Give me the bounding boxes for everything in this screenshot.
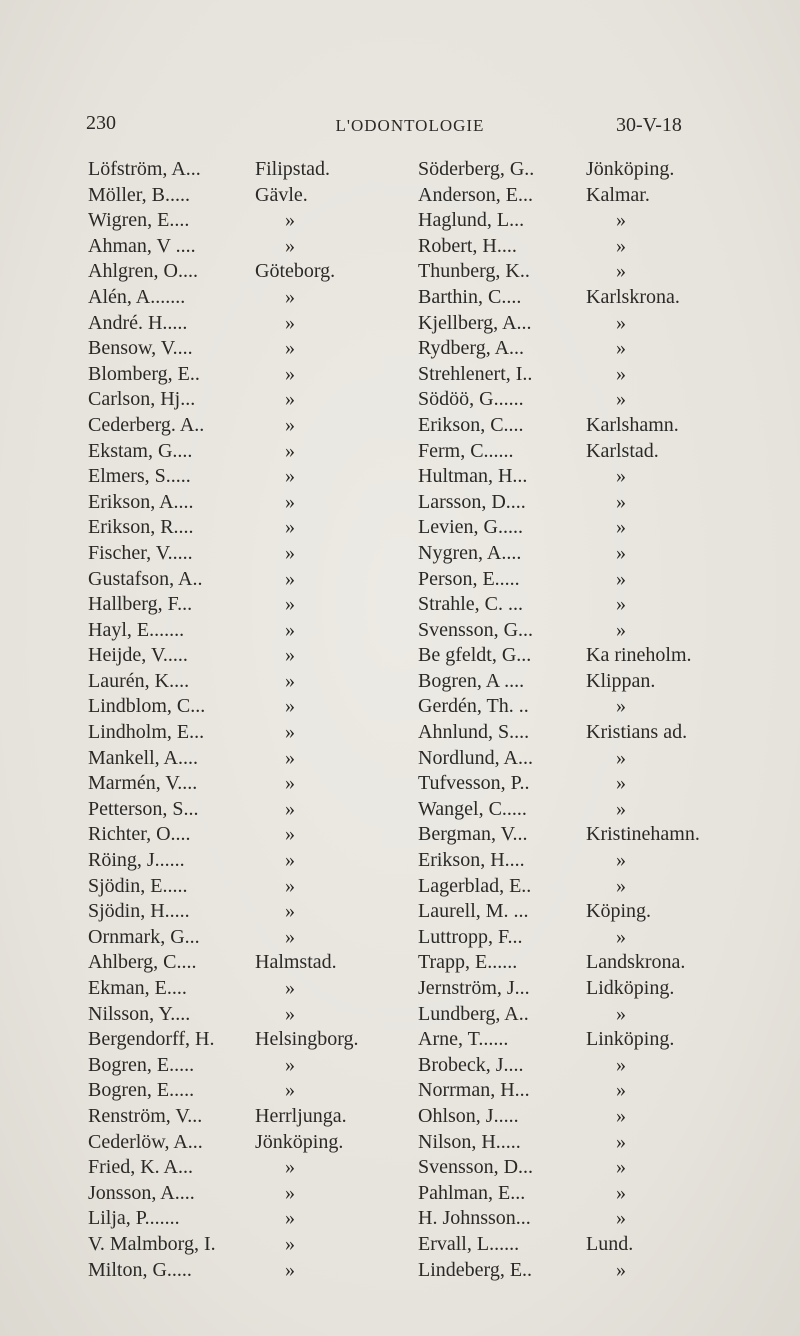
member-city: Jönköping. xyxy=(255,1130,344,1153)
list-item xyxy=(418,413,748,439)
member-name: Erikson, R.... xyxy=(88,516,194,539)
member-city: Jönköping. xyxy=(586,158,675,180)
member-city: » xyxy=(285,541,295,564)
member-city: » xyxy=(285,388,295,411)
list-item xyxy=(88,592,408,618)
member-city: » xyxy=(616,311,626,334)
member-name: Röing, J...... xyxy=(88,849,185,872)
list-item xyxy=(418,1258,748,1284)
list-item xyxy=(418,387,748,413)
member-city: Linköping. xyxy=(586,1028,675,1051)
list-item xyxy=(88,950,408,976)
member-name: Gustafson, A.. xyxy=(88,567,203,590)
member-city: » xyxy=(285,465,295,488)
member-name: Lindeberg, E.. xyxy=(418,1258,533,1281)
member-name: Bergman, V... xyxy=(418,823,528,846)
list-item xyxy=(418,1232,748,1258)
member-city: » xyxy=(616,772,626,795)
list-item xyxy=(88,720,408,746)
member-city: » xyxy=(285,772,295,795)
member-name: Erikson, H.... xyxy=(418,849,525,872)
member-city: » xyxy=(285,849,295,872)
member-name: Sjödin, H..... xyxy=(88,900,190,923)
member-city: » xyxy=(285,209,295,232)
list-item xyxy=(418,439,748,465)
member-name: Luttropp, F... xyxy=(418,925,523,948)
list-item xyxy=(418,1206,748,1232)
list-item xyxy=(418,669,748,695)
member-name: Laurell, M. ... xyxy=(418,900,529,923)
list-item xyxy=(418,746,748,772)
member-name: Heijde, V..... xyxy=(88,644,188,667)
member-city: Kristians ad. xyxy=(586,721,688,744)
member-city: Karlshamn. xyxy=(586,413,679,436)
member-city: Landskrona. xyxy=(586,951,686,974)
member-city: » xyxy=(285,439,295,462)
member-city: » xyxy=(616,746,626,769)
issue-date: 30-V-18 xyxy=(616,114,682,136)
member-city: Halmstad. xyxy=(255,951,337,974)
member-name: Nilsson, Y.... xyxy=(88,1002,191,1025)
member-city: » xyxy=(616,1104,626,1127)
list-item xyxy=(418,285,748,311)
member-name: Nygren, A.... xyxy=(418,541,522,564)
member-name: Haglund, L... xyxy=(418,209,525,232)
member-name: Lindblom, C... xyxy=(88,695,206,718)
member-name: Bogren, E..... xyxy=(88,1053,195,1076)
member-name: Jernström, J... xyxy=(418,977,530,999)
member-city: » xyxy=(285,669,295,692)
list-item xyxy=(418,1078,748,1104)
member-city: » xyxy=(285,1181,295,1204)
member-city: » xyxy=(285,618,295,641)
member-name: Arne, T...... xyxy=(418,1028,509,1051)
list-item xyxy=(88,259,408,285)
right-column-list xyxy=(418,157,748,1283)
member-city: » xyxy=(285,413,295,436)
member-name: Pahlman, E... xyxy=(418,1181,526,1204)
list-item xyxy=(88,618,408,644)
member-city: Ka rineholm. xyxy=(586,644,692,667)
list-item xyxy=(418,541,748,567)
member-city: » xyxy=(616,490,626,513)
list-item xyxy=(88,1130,408,1156)
list-item xyxy=(418,157,748,183)
member-name: Bensow, V.... xyxy=(88,337,193,360)
member-city: » xyxy=(285,721,295,744)
member-city: » xyxy=(616,362,626,385)
list-item xyxy=(88,643,408,669)
member-city: » xyxy=(616,260,626,283)
list-item xyxy=(418,234,748,260)
list-item xyxy=(88,899,408,925)
member-city: » xyxy=(285,490,295,513)
member-city: » xyxy=(616,695,626,718)
member-city: » xyxy=(616,849,626,872)
member-name: Sjödin, E..... xyxy=(88,874,188,897)
member-city: » xyxy=(285,644,295,667)
member-name: Hayl, E....... xyxy=(88,618,185,641)
member-name: Petterson, S... xyxy=(88,797,199,820)
member-name: Fried, K. A... xyxy=(88,1156,193,1179)
member-name: Norrman, H... xyxy=(418,1079,530,1102)
member-name: Erikson, A.... xyxy=(88,490,194,513)
list-item xyxy=(418,771,748,797)
list-item xyxy=(88,1002,408,1028)
member-name: Möller, B..... xyxy=(88,183,190,206)
member-city: » xyxy=(285,925,295,948)
member-city: » xyxy=(285,823,295,846)
list-item xyxy=(418,1027,748,1053)
member-name: Trapp, E...... xyxy=(418,951,518,974)
member-city: » xyxy=(285,516,295,539)
list-item xyxy=(88,669,408,695)
member-name: Ahlgren, O.... xyxy=(88,260,198,283)
member-city: » xyxy=(616,465,626,488)
list-item xyxy=(88,1155,408,1181)
member-city: » xyxy=(616,925,626,948)
member-name: Lilja, P....... xyxy=(88,1207,180,1230)
list-item xyxy=(418,720,748,746)
member-name: Ekstam, G.... xyxy=(88,439,193,462)
member-name: Brobeck, J.... xyxy=(418,1053,524,1076)
list-item xyxy=(418,208,748,234)
member-name: Ervall, L...... xyxy=(418,1232,520,1255)
member-city: » xyxy=(285,874,295,897)
list-item xyxy=(88,311,408,337)
member-name: Ahlberg, C.... xyxy=(88,951,197,974)
member-name: Löfström, A... xyxy=(88,158,201,180)
member-name: Thunberg, K.. xyxy=(418,260,530,283)
list-item xyxy=(88,336,408,362)
list-item xyxy=(418,362,748,388)
list-item xyxy=(418,311,748,337)
list-item xyxy=(418,618,748,644)
member-name: Elmers, S..... xyxy=(88,465,191,488)
member-name: Cederberg. A.. xyxy=(88,413,205,436)
member-name: Bogren, E..... xyxy=(88,1079,195,1102)
member-city: » xyxy=(616,209,626,232)
member-name: Milton, G..... xyxy=(88,1258,192,1281)
list-item xyxy=(88,157,408,183)
member-name: Kjellberg, A... xyxy=(418,311,532,334)
list-item xyxy=(418,848,748,874)
member-name: Ornmark, G... xyxy=(88,925,200,948)
member-city: » xyxy=(285,1156,295,1179)
member-name: Ekman, E.... xyxy=(88,977,187,999)
member-city: Klippan. xyxy=(586,669,656,692)
member-city: Lidköping. xyxy=(586,977,675,999)
member-city: » xyxy=(616,593,626,616)
member-name: Nordlund, A... xyxy=(418,746,533,769)
list-item xyxy=(88,183,408,209)
member-city: Göteborg. xyxy=(255,260,336,283)
list-item xyxy=(88,1258,408,1284)
list-item xyxy=(418,976,748,1002)
member-name: Erikson, C.... xyxy=(418,413,524,436)
list-item xyxy=(418,259,748,285)
member-city: » xyxy=(285,234,295,257)
member-city: » xyxy=(285,797,295,820)
member-name: V. Malmborg, I. xyxy=(88,1232,216,1255)
member-city: » xyxy=(616,516,626,539)
list-item xyxy=(88,234,408,260)
member-name: Gerdén, Th. .. xyxy=(418,695,529,718)
list-item xyxy=(418,874,748,900)
member-name: Cederlöw, A... xyxy=(88,1130,203,1153)
running-title: L'ODONTOLOGIE xyxy=(335,116,485,135)
list-item xyxy=(88,413,408,439)
list-item xyxy=(418,515,748,541)
member-city: » xyxy=(616,1156,626,1179)
list-item xyxy=(418,822,748,848)
member-name: Ahman, V .... xyxy=(88,234,196,257)
list-item xyxy=(88,746,408,772)
page-number: 230 xyxy=(86,112,116,134)
member-name: Barthin, C.... xyxy=(418,285,522,308)
member-city: » xyxy=(285,337,295,360)
member-city: » xyxy=(285,285,295,308)
member-name: Laurén, K.... xyxy=(88,669,190,692)
member-city: Helsingborg. xyxy=(255,1028,359,1051)
member-name: Strehlenert, I.. xyxy=(418,362,533,385)
list-item xyxy=(88,387,408,413)
list-item xyxy=(418,1155,748,1181)
member-city: » xyxy=(285,1207,295,1230)
list-item xyxy=(418,1002,748,1028)
member-name: Ahnlund, S.... xyxy=(418,721,530,744)
member-name: Levien, G..... xyxy=(418,516,523,539)
member-name: Ohlson, J..... xyxy=(418,1104,519,1127)
member-city: Herrljunga. xyxy=(255,1104,347,1127)
member-name: Nilson, H..... xyxy=(418,1130,521,1153)
member-name: Renström, V... xyxy=(88,1104,203,1127)
member-name: Lundberg, A.. xyxy=(418,1002,529,1025)
member-name: H. Johnsson... xyxy=(418,1207,531,1230)
member-name: Strahle, C. ... xyxy=(418,593,523,616)
member-city: » xyxy=(285,567,295,590)
list-item xyxy=(88,1053,408,1079)
member-city: Kalmar. xyxy=(586,183,650,206)
list-item xyxy=(418,336,748,362)
list-item xyxy=(418,490,748,516)
list-item xyxy=(418,950,748,976)
member-city: » xyxy=(616,1207,626,1230)
member-city: » xyxy=(285,746,295,769)
member-name: Tufvesson, P.. xyxy=(418,772,530,795)
member-name: Hallberg, F... xyxy=(88,593,193,616)
member-name: Hultman, H... xyxy=(418,465,528,488)
list-item xyxy=(418,797,748,823)
member-name: Svensson, G... xyxy=(418,618,534,641)
list-item xyxy=(88,771,408,797)
member-city: » xyxy=(285,1079,295,1102)
list-item xyxy=(418,1130,748,1156)
member-city: » xyxy=(616,1130,626,1153)
list-item xyxy=(88,208,408,234)
member-city: » xyxy=(285,1232,295,1255)
member-name: Marmén, V.... xyxy=(88,772,198,795)
member-name: Person, E..... xyxy=(418,567,520,590)
member-city: Kristinehamn. xyxy=(586,823,700,846)
member-name: Wangel, C..... xyxy=(418,797,527,820)
member-name: Blomberg, E.. xyxy=(88,362,200,385)
member-name: Carlson, Hj... xyxy=(88,388,196,411)
member-city: » xyxy=(616,388,626,411)
member-city: » xyxy=(285,1002,295,1025)
member-city: Karlstad. xyxy=(586,439,659,462)
member-city: Filipstad. xyxy=(255,158,331,180)
list-item xyxy=(418,694,748,720)
list-item xyxy=(88,541,408,567)
member-city: » xyxy=(285,593,295,616)
list-item xyxy=(418,183,748,209)
member-city: » xyxy=(616,337,626,360)
member-name: Jonsson, A.... xyxy=(88,1181,195,1204)
list-item xyxy=(88,1181,408,1207)
list-item xyxy=(88,1232,408,1258)
list-item xyxy=(88,1027,408,1053)
member-name: Bogren, A .... xyxy=(418,669,525,692)
list-item xyxy=(88,797,408,823)
list-item xyxy=(418,899,748,925)
list-item xyxy=(88,1104,408,1130)
list-item xyxy=(418,567,748,593)
member-city: » xyxy=(616,874,626,897)
member-city: » xyxy=(616,1053,626,1076)
member-name: Be gfeldt, G... xyxy=(418,644,532,667)
list-item xyxy=(418,592,748,618)
member-name: Wigren, E.... xyxy=(88,209,190,232)
member-name: Södöö, G...... xyxy=(418,388,524,411)
member-city: » xyxy=(285,1053,295,1076)
member-city: » xyxy=(616,567,626,590)
member-city: » xyxy=(285,362,295,385)
member-name: Mankell, A.... xyxy=(88,746,198,769)
list-item xyxy=(88,515,408,541)
list-item xyxy=(88,490,408,516)
list-item xyxy=(418,1104,748,1130)
list-item xyxy=(88,848,408,874)
list-item xyxy=(88,567,408,593)
member-name: Lagerblad, E.. xyxy=(418,874,532,897)
member-city: Köping. xyxy=(586,900,651,923)
member-name: Richter, O.... xyxy=(88,823,191,846)
member-city: Gävle. xyxy=(255,183,308,206)
list-item xyxy=(88,694,408,720)
list-item xyxy=(418,643,748,669)
member-city: » xyxy=(616,618,626,641)
member-city: » xyxy=(616,1181,626,1204)
member-city: » xyxy=(616,1258,626,1281)
member-name: Söderberg, G.. xyxy=(418,158,535,180)
member-city: » xyxy=(285,977,295,999)
member-name: Ferm, C...... xyxy=(418,439,514,462)
list-item xyxy=(88,976,408,1002)
member-name: Fischer, V..... xyxy=(88,541,193,564)
page-header xyxy=(0,112,800,152)
list-item xyxy=(418,1053,748,1079)
member-city: Karlskrona. xyxy=(586,285,680,308)
member-city: » xyxy=(616,797,626,820)
member-city: » xyxy=(616,1002,626,1025)
list-item xyxy=(418,925,748,951)
list-item xyxy=(88,464,408,490)
member-city: » xyxy=(285,900,295,923)
member-name: Larsson, D.... xyxy=(418,490,526,513)
list-item xyxy=(88,1206,408,1232)
member-name: Rydberg, A... xyxy=(418,337,525,360)
member-name: Lindholm, E... xyxy=(88,721,205,744)
list-item xyxy=(88,874,408,900)
list-item xyxy=(88,285,408,311)
member-name: André. H..... xyxy=(88,311,188,334)
list-item xyxy=(88,1078,408,1104)
member-city: » xyxy=(285,1258,295,1281)
list-item xyxy=(88,439,408,465)
member-city: » xyxy=(616,1079,626,1102)
member-city: » xyxy=(285,695,295,718)
member-city: » xyxy=(616,541,626,564)
list-item xyxy=(88,925,408,951)
member-name: Svensson, D... xyxy=(418,1156,534,1179)
list-item xyxy=(418,1181,748,1207)
list-item xyxy=(88,362,408,388)
list-item xyxy=(88,822,408,848)
member-name: Robert, H.... xyxy=(418,234,517,257)
member-city: » xyxy=(285,311,295,334)
member-city: Lund. xyxy=(586,1232,634,1255)
member-name: Alén, A....... xyxy=(88,285,186,308)
member-name: Bergendorff, H. xyxy=(88,1028,215,1051)
left-column-list xyxy=(88,157,408,1283)
member-city: » xyxy=(616,234,626,257)
list-item xyxy=(418,464,748,490)
member-name: Anderson, E... xyxy=(418,183,533,206)
